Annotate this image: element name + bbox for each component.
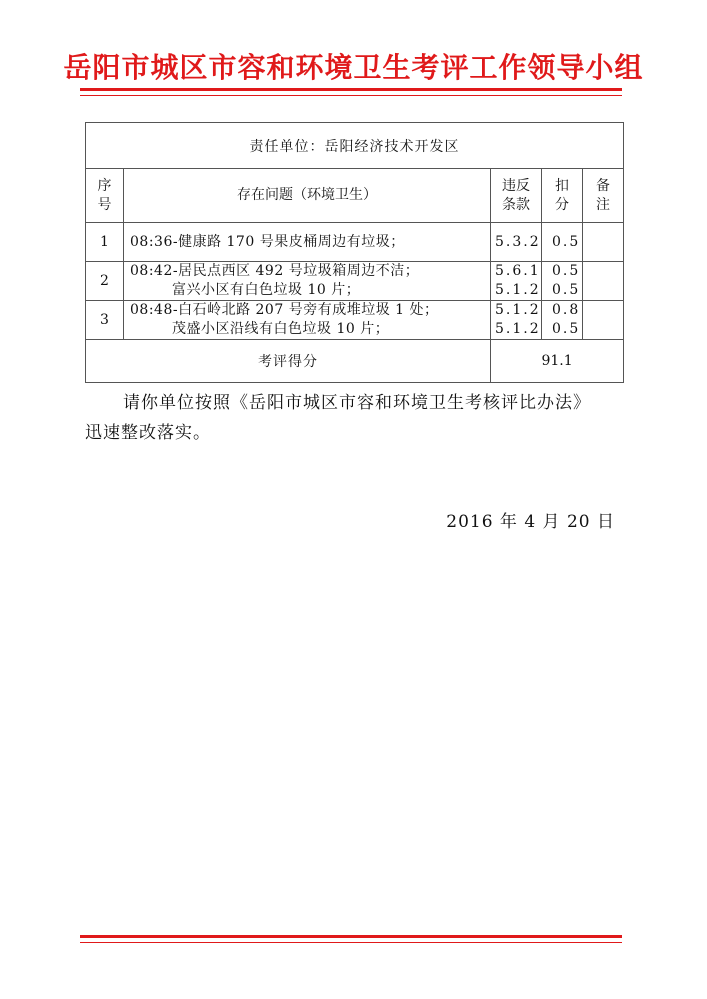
document-date: 2016 年 4 月 20 日 [446,512,615,532]
clause-line: 5.6.1 [495,263,541,279]
top-divider-thick [80,88,622,91]
document-title: 岳阳市城区市容和环境卫生考评工作领导小组 [63,51,644,84]
responsible-unit: 责任单位：岳阳经济技术开发区 [86,123,624,169]
row-deduct [542,262,583,301]
bottom-divider-thick [80,935,622,938]
row-clause [491,301,542,340]
score-value: 91.1 [491,340,624,383]
inspection-table [85,122,624,383]
clause-line: 5.1.2 [495,321,541,337]
issue-line: 08:36-健康路 170 号果皮桶周边有垃圾； [130,233,405,250]
score-row [86,340,624,383]
table-row [86,262,624,301]
row-no: 2 [86,262,124,301]
issue-line: 08:42-居民点西区 492 号垃圾箱周边不洁； [130,263,420,279]
row-remark [583,301,624,340]
deduct-line: 0.5 [552,263,581,279]
table-row [86,223,624,262]
header-remark: 备 注 [583,169,624,223]
unit-row [86,123,624,169]
issue-line: 08:48-白石岭北路 207 号旁有成堆垃圾 1 处； [130,302,439,318]
header-issue: 存在问题（环境卫生） [124,169,491,223]
row-issue [124,223,491,262]
issue-line: 富兴小区有白色垃圾 10 片； [172,282,361,298]
clause-line: 5.1.2 [495,302,541,318]
table-row [86,301,624,340]
clause-line: 5.1.2 [495,282,541,298]
header-row [86,169,624,223]
clause-line: 5.3.2 [495,233,541,250]
bottom-divider-thin [80,942,622,943]
deduct-line: 0.8 [552,302,581,318]
header-clause: 违反 条款 [491,169,542,223]
score-label: 考评得分 [86,340,491,383]
row-no: 3 [86,301,124,340]
row-deduct [542,301,583,340]
row-deduct [542,223,583,262]
row-remark [583,262,624,301]
deduct-line: 0.5 [552,282,581,298]
row-issue [124,262,491,301]
row-clause [491,262,542,301]
issue-line: 茂盛小区沿线有白色垃圾 10 片； [172,321,390,337]
row-clause [491,223,542,262]
header-no: 序 号 [86,169,124,223]
deduct-line: 0.5 [552,233,581,250]
row-no: 1 [86,223,124,262]
row-remark [583,223,624,262]
row-issue [124,301,491,340]
instruction-line-2: 迅速整改落实。 [85,423,211,443]
instruction-paragraph [85,388,635,448]
instruction-line-1: 请你单位按照《岳阳市城区市容和环境卫生考核评比办法》 [123,393,591,413]
top-divider-thin [80,95,622,96]
header-deduct: 扣 分 [542,169,583,223]
deduct-line: 0.5 [552,321,581,337]
